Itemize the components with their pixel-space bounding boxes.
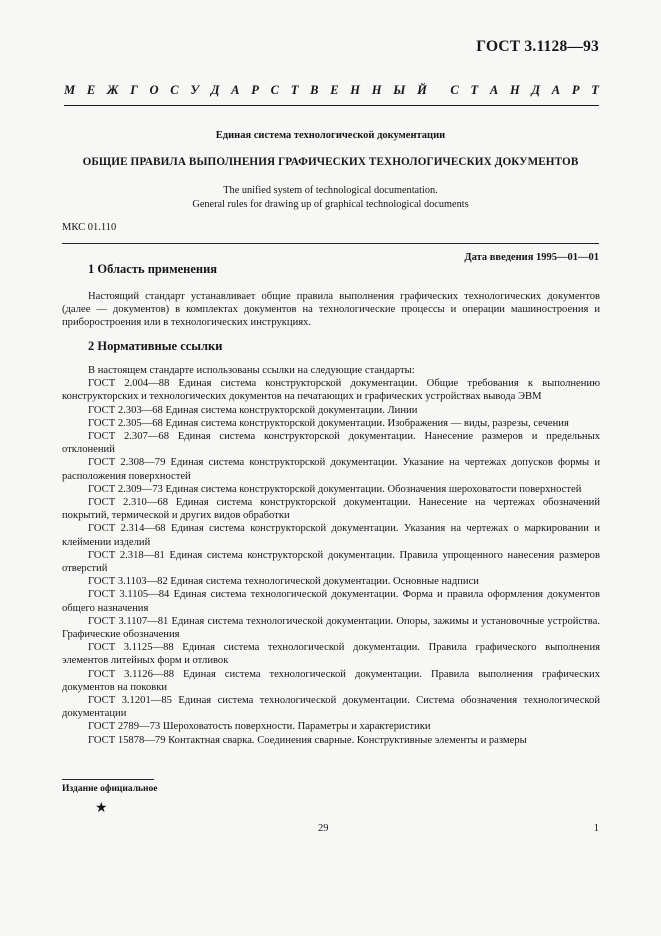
- banner-letter: С: [170, 83, 179, 97]
- main-title: ОБЩИЕ ПРАВИЛА ВЫПОЛНЕНИЯ ГРАФИЧЕСКИХ ТЕХНОЛОГИЧЕСКИХ ДОКУМЕНТОВ: [82, 156, 579, 168]
- standard-code: ГОСТ 3.1128—93: [476, 38, 599, 55]
- english-title-line-2: General rules for drawing up of graphical technological documents: [192, 199, 469, 210]
- reference-item: ГОСТ 2.307—68 Единая система конструкторской документации. Нанесение размеров и предельных отклонений: [62, 431, 600, 456]
- normative-references: [62, 364, 600, 747]
- banner-letter: О: [149, 83, 159, 97]
- banner-letter: Е: [330, 83, 339, 97]
- banner-letter: Н: [509, 83, 520, 97]
- footer-divider: [62, 779, 154, 780]
- reference-item: ГОСТ 2.305—68 Единая система конструкторской документации. Изображения — виды, разрезы, сечения: [88, 417, 569, 429]
- introduction-date: Дата введения 1995—01—01: [464, 252, 599, 263]
- official-edition-label: Издание официальное: [62, 784, 158, 794]
- star-icon: ★: [95, 801, 108, 816]
- banner-letter: Н: [371, 83, 382, 97]
- reference-item: ГОСТ 3.1201—85 Единая система технологической документации. Система обозначения технологической документации: [62, 695, 600, 720]
- banner-letter: У: [190, 83, 200, 97]
- banner-letter: Н: [350, 83, 361, 97]
- reference-item: ГОСТ 3.1107—81 Единая система технологической документации. Опоры, зажимы и установочные устройства. Графические обозначения: [62, 615, 600, 641]
- banner-letter: Д: [210, 83, 220, 97]
- interstate-standard-banner: [64, 83, 599, 106]
- english-title: [62, 184, 599, 212]
- page-number: 29: [318, 823, 329, 834]
- banner-letter: Д: [531, 83, 540, 97]
- reference-item: ГОСТ 2.314—68 Единая система конструкторской документации. Указания на чертежах о маркировании и клеймении изделий: [62, 523, 600, 548]
- banner-letter: С: [450, 83, 459, 97]
- banner-letter: А: [551, 83, 561, 97]
- system-title: Единая система технологической документации: [215, 130, 446, 141]
- reference-item: ГОСТ 2789—73 Шероховатость поверхности. Параметры и характеристики: [88, 721, 431, 733]
- divider: [62, 243, 599, 244]
- section-2-heading: 2 Нормативные ссылки: [88, 339, 223, 353]
- banner-letter: Й: [417, 83, 427, 97]
- banner-letter: Т: [470, 83, 479, 97]
- banner-letter: Е: [86, 83, 96, 97]
- banner-letter: А: [231, 83, 240, 97]
- sheet-number: 1: [593, 823, 599, 834]
- banner-letter: В: [310, 83, 319, 97]
- banner-letter: Г: [130, 83, 138, 97]
- references-intro: В настоящем стандарте использованы ссылки на следующие стандарты:: [88, 365, 415, 376]
- reference-item: ГОСТ 3.1103—82 Единая система технологической документации. Основные надписи: [88, 576, 479, 588]
- banner-letter: Ы: [393, 83, 406, 97]
- reference-item: ГОСТ 2.310—68 Единая система конструкторской документации. Нанесение на чертежах обозначений покрытий, термической и других видов обработки: [62, 497, 600, 522]
- reference-item: ГОСТ 3.1125—88 Единая система технологической документации. Правила графического выполнения элементов литейных форм и отливок: [62, 642, 600, 667]
- banner-letter: Р: [251, 83, 259, 97]
- reference-item: ГОСТ 2.318—81 Единая система конструкторской документации. Правила упрощенного нанесения размеров отверстий: [62, 549, 600, 575]
- reference-item: ГОСТ 2.303—68 Единая система конструкторской документации. Линии: [88, 404, 418, 416]
- banner-letter: А: [489, 83, 499, 97]
- section-1-paragraph: Настоящий стандарт устанавливает общие правила выполнения графических технологических документов (далее — документов) в комплектах документов на технологические процессы и операции машиностроения и приборостроения или в технологических инструкциях.: [62, 291, 600, 329]
- reference-item: ГОСТ 2.308—79 Единая система конструкторской документации. Указание на чертежах допусков формы и расположения поверхностей: [62, 457, 600, 482]
- reference-item: ГОСТ 3.1105—84 Единая система технологической документации. Форма и правила оформления документов общего назначения: [62, 589, 600, 614]
- banner-letter: Ж: [106, 83, 119, 97]
- reference-item: ГОСТ 2.004—88 Единая система конструкторской документации. Общие требования к выполнению конструкторских и технологических документов на печатающих и графических устройствах вывода ЭВМ: [62, 378, 600, 403]
- reference-item: ГОСТ 15878—79 Контактная сварка. Соединения сварные. Конструктивные элементы и размеры: [88, 734, 527, 746]
- reference-item: ГОСТ 2.309—73 Единая система конструкторской документации. Обозначения шероховатости поверхностей: [88, 483, 582, 495]
- section-1-text: [62, 290, 600, 330]
- english-title-line-1: The unified system of technological documentation.: [223, 185, 438, 196]
- banner-letter: Р: [571, 83, 580, 97]
- banner-letter: М: [64, 83, 76, 97]
- banner-letter: Т: [591, 83, 599, 97]
- section-1-heading: 1 Область применения: [88, 262, 218, 276]
- reference-item: ГОСТ 3.1126—88 Единая система технологической документации. Правила выполнения графических документов на поковки: [62, 668, 600, 693]
- banner-letter: С: [270, 83, 279, 97]
- banner-letter: Т: [290, 83, 299, 97]
- mks-code: МКС 01.110: [62, 222, 117, 233]
